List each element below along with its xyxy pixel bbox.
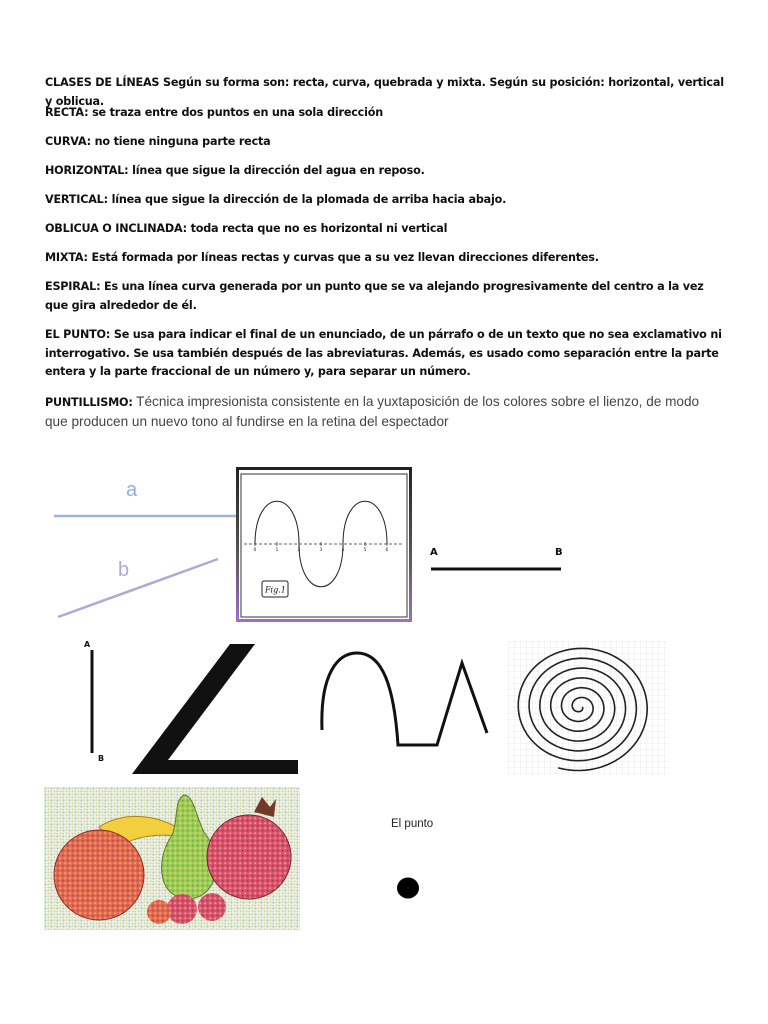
figure-pointillism-painting xyxy=(44,787,300,930)
sine-tick-label: 2 xyxy=(297,548,301,553)
mixed-line xyxy=(322,653,487,745)
text-vertical: línea que sigue la dirección de la plomada de arriba hacia abajo. xyxy=(107,193,507,206)
spiral-grid xyxy=(508,641,668,775)
para-recta xyxy=(45,104,725,123)
figure-angle xyxy=(130,642,300,778)
el-punto-dot xyxy=(397,878,419,899)
angle-shape xyxy=(132,644,298,774)
sine-tick-label: 5 xyxy=(363,548,367,553)
vertical-label-b: B xyxy=(98,754,105,763)
sine-frame-outer xyxy=(238,469,411,621)
term-oblicua: OBLICUA O INCLINADA: xyxy=(45,222,187,235)
label-a: a xyxy=(126,479,138,501)
term-clases: CLASES DE LÍNEAS xyxy=(45,76,160,89)
vertical-label-a: A xyxy=(84,640,91,649)
term-espiral: ESPIRAL: xyxy=(45,280,101,293)
figure-el-punto xyxy=(390,870,430,910)
el-punto-caption: El punto xyxy=(391,818,434,830)
text-curva: no tiene ninguna parte recta xyxy=(90,135,271,148)
text-oblicua: toda recta que no es horizontal ni vertical xyxy=(186,222,448,235)
oblique-line-b xyxy=(58,559,218,617)
text-espiral: Es una línea curva generada por un punto que se va alejando progresivamente del centro a la vez que gira alrededor de él. xyxy=(45,280,704,312)
figure-vertical-line xyxy=(80,637,112,765)
para-vertical xyxy=(45,191,725,210)
term-vertical: VERTICAL: xyxy=(45,193,108,206)
segment-label-b: B xyxy=(555,547,563,558)
term-curva: CURVA: xyxy=(45,135,91,148)
para-espiral xyxy=(45,278,725,315)
painting-pomegranate xyxy=(207,815,291,899)
text-puntillismo: Técnica impresionista consistente en la yuxtaposición de los colores sobre el lienzo, de modo que producen un nuevo tono al fundirse en la retina del espectador xyxy=(45,394,700,429)
term-puntillismo: PUNTILLISMO: xyxy=(45,396,133,409)
sine-tick-label: 4 xyxy=(341,548,345,553)
term-recta: RECTA: xyxy=(45,106,89,119)
term-mixta: MIXTA: xyxy=(45,251,88,264)
text-recta: se traza entre dos puntos en una sola dirección xyxy=(88,106,383,119)
text-mixta: Está formada por líneas rectas y curvas que a su vez llevan direcciones diferentes. xyxy=(87,251,599,264)
para-mixta xyxy=(45,249,725,268)
text-punto: Se usa para indicar el final de un enunciado, de un párrafo o de un texto que no sea exclamativo ni interrogativo. Se usa también después de las abreviaturas. Además, es usado como separación entre la parte entera y la parte fraccional de un número y, para separar un número. xyxy=(45,328,722,378)
figure-segment-ab xyxy=(426,540,571,576)
text-clases: Según su forma son: recta, curva, quebrada y mixta. Según su posición: horizontal, vertical y oblicua. xyxy=(45,76,724,108)
painting-berry-2 xyxy=(198,893,226,921)
fig-tag: Fig.1 xyxy=(265,585,286,595)
sine-tick-label: 0 xyxy=(253,548,257,553)
segment-label-a: A xyxy=(430,547,438,558)
para-horizontal xyxy=(45,162,725,181)
label-b: b xyxy=(118,559,130,581)
para-oblicua xyxy=(45,220,725,239)
sine-tick-label: 1 xyxy=(275,548,279,553)
text-horizontal: línea que sigue la dirección del agua en reposo. xyxy=(128,164,425,177)
painting-berry-1 xyxy=(167,894,197,924)
term-punto: EL PUNTO: xyxy=(45,328,111,341)
figure-mixed-line xyxy=(312,645,492,755)
para-curva xyxy=(45,133,725,152)
figure-spiral xyxy=(508,641,668,775)
sine-tick-label: 3 xyxy=(319,548,323,553)
figure-sine-curve xyxy=(236,467,412,622)
para-punto xyxy=(45,326,725,382)
figure-lines-a-b xyxy=(50,470,240,625)
sine-tick-label: 6 xyxy=(385,548,389,553)
painting-berry-3 xyxy=(147,900,171,924)
term-horizontal: HORIZONTAL: xyxy=(45,164,129,177)
painting-apple-left xyxy=(54,830,144,920)
para-puntillismo xyxy=(45,393,725,432)
